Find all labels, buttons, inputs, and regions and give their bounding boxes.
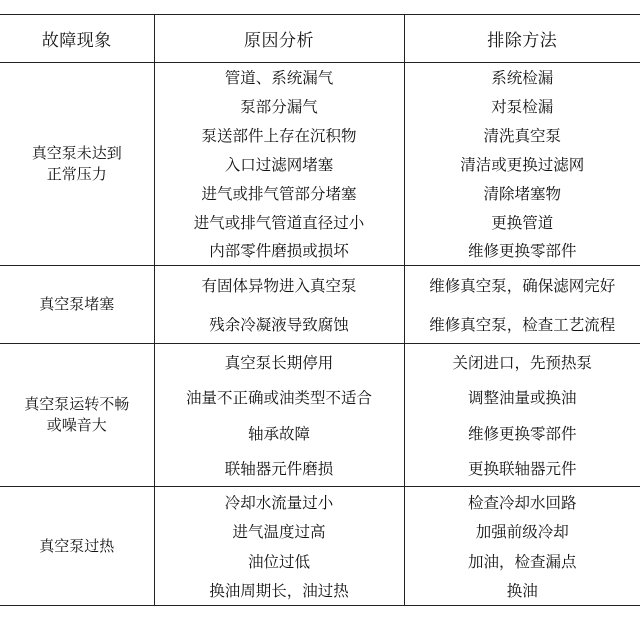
remedy-cell (404, 63, 640, 266)
symptom-cell (0, 63, 154, 266)
remedy-cell (404, 344, 640, 487)
cause-item: 泵送部件上存在沉积物 (201, 127, 357, 146)
remedy-item: 加油，检查漏点 (467, 552, 577, 571)
cause-item: 联轴器元件磨损 (224, 460, 334, 479)
remedy-item: 检查冷却水回路 (467, 493, 577, 512)
remedy-item: 维修更换零部件 (467, 242, 577, 261)
remedy-item: 维修真空泵，检查工艺流程 (429, 315, 616, 334)
cause-item: 残余冷凝液导致腐蚀 (209, 315, 349, 334)
cause-item: 入口过滤网堵塞 (224, 155, 334, 174)
cause-item: 进气或排气管道直径过小 (193, 213, 365, 232)
cause-item: 泵部分漏气 (240, 98, 318, 117)
cause-item: 油量不正确或油类型不适合 (185, 389, 372, 408)
table-row (0, 344, 640, 487)
remedy-item: 调整油量或换油 (467, 389, 577, 408)
header-cause: 原因分析 (154, 15, 404, 63)
symptom-line: 真空泵运转不畅 (24, 395, 130, 413)
table-header-row (0, 15, 640, 63)
table-row (0, 63, 640, 266)
cause-item: 换油周期长，油过热 (209, 582, 349, 601)
remedy-item: 清洁或更换过滤网 (460, 155, 585, 174)
remedy-item: 清除堵塞物 (483, 184, 561, 203)
troubleshooting-table (0, 14, 640, 606)
cause-cell (154, 487, 404, 606)
cause-cell (154, 344, 404, 487)
remedy-item: 换油 (506, 582, 538, 601)
symptom-cell (0, 344, 154, 487)
table-row (0, 266, 640, 344)
cause-item: 油位过低 (247, 552, 310, 571)
cause-item: 内部零件磨损或损坏 (209, 242, 349, 261)
remedy-item: 维修更换零部件 (467, 424, 577, 443)
cause-item: 进气温度过高 (232, 523, 326, 542)
remedy-item: 更换管道 (491, 213, 554, 232)
cause-cell (154, 63, 404, 266)
remedy-item: 系统检漏 (491, 69, 554, 88)
cause-item: 管道、系统漏气 (224, 69, 334, 88)
remedy-item: 更换联轴器元件 (467, 460, 577, 479)
remedy-item: 加强前级冷却 (475, 523, 569, 542)
header-symptom: 故障现象 (0, 15, 154, 63)
remedy-item: 关闭进口，先预热泵 (452, 353, 592, 372)
remedy-item: 维修真空泵，确保滤网完好 (429, 277, 616, 296)
symptom-line: 真空泵堵塞 (39, 295, 115, 313)
cause-cell (154, 266, 404, 344)
remedy-item: 清洗真空泵 (483, 127, 561, 146)
cause-item: 冷却水流量过小 (224, 493, 334, 512)
cause-item: 真空泵长期停用 (224, 353, 334, 372)
remedy-cell (404, 487, 640, 606)
symptom-cell (0, 266, 154, 344)
cause-item: 有固体异物进入真空泵 (201, 277, 357, 296)
symptom-line: 或噪音大 (46, 416, 107, 434)
remedy-cell (404, 266, 640, 344)
symptom-line: 真空泵未达到 (31, 144, 122, 162)
cause-item: 轴承故障 (247, 424, 310, 443)
remedy-item: 对泵检漏 (491, 98, 554, 117)
cause-item: 进气或排气管部分堵塞 (201, 184, 357, 203)
symptom-cell (0, 487, 154, 606)
table-row (0, 487, 640, 606)
symptom-line: 正常压力 (46, 165, 107, 183)
symptom-line: 真空泵过热 (39, 536, 115, 555)
header-remedy: 排除方法 (404, 15, 640, 63)
